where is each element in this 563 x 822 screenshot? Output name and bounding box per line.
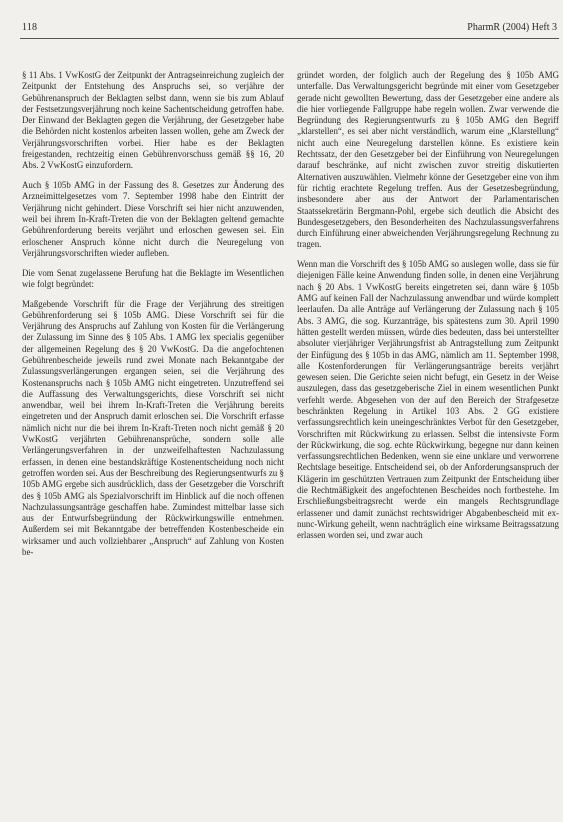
- running-header: PharmR (2004) Heft 3: [467, 22, 557, 33]
- paragraph: gründet worden, der folglich auch der Regelung des § 105b AMG unterfalle. Das Verwaltungsgericht begründe mit einer vom Gesetzgeber gerade nicht gewollten Bewertung, dass der Gesetzgeber eine andere als die hier vorliegende Fallgruppe habe regeln wollen. Zwar verwende die Begründung des Regierungsentwurfs zu § 105b AMG den Begriff „klarstellen“, es sei aber nicht verständlich, warum eine „Klarstellung“ nicht auch eine Neuregelung darstellen könne. Es existiere kein Rechtssatz, der den Gesetzgeber bei der Einführung von Neuregelungen darauf beschränke, auf nicht zwischen zuvor streitig diskutierten Alternativen auszuwählen. Vielmehr könne der Gesetzgeber eine von ihm für richtig erachtete Regelung treffen. Aus der Gesetzesbegründung, insbesondere aber aus der Antwort der Parlamentarischen Staatssekretärin Bergmann-Pohl, ergebe sich deutlich die Absicht des Bundesgesetzgebers, den Besonderheiten des Nachzulassungsverfahrens durch Einführung einer abweichenden Verjährungsregelung Rechnung zu tragen.: [297, 70, 559, 250]
- page-number: 118: [22, 22, 38, 33]
- right-column: [297, 70, 559, 550]
- paragraph: Maßgebende Vorschrift für die Frage der Verjährung des streitigen Gebührenforderung sei § 105b AMG. Diese Vorschrift sei für die Verjährung des Anspruchs auf Zahlung von Kosten für die Verlängerung der Zulassung im Sinne des § 105 Abs. 1 AMG lex specialis gegenüber der allgemeinen Regelung des § 20 VwKostG. Da die angefochtenen Gebührenbescheide jeweils rund zwei Monate nach Bekanntgabe der Zulassungsverlängerungen ergangen seien, sei die Verjährung des Kostenanspruchs nach § 105b AMG nicht eingetreten. Unzutreffend sei die Auffassung des Verwaltungsgerichts, diese Vorschrift sei nicht anwendbar, weil bei ihrem In-Kraft-Treten die Verjährung bereits eingetreten und der Anspruch damit erloschen sei. Die Vorschrift erfasse nämlich nicht nur die bei ihrem In-Kraft-Treten noch nicht gemäß § 20 VwKostG verjährten Gebührenansprüche, sondern solle alle Verlängerungsverfahren in der unzweifelhaftesten Nachzulassung erfassen, in denen eine bestandskräftige Kostenentscheidung noch nicht getroffen worden sei. Aus der Beschreibung des Regierungsentwurfs zu § 105b AMG ergebe sich ausdrücklich, dass der Gesetzgeber die Vorschrift des § 105b AMG als Spezialvorschrift im Hinblick auf die noch offenen Nachzulassungsanträge geschaffen habe. Zumindest mittelbar lasse sich aus der Entwurfsbegründung der Rückwirkungswille entnehmen. Außerdem sei mit Bekanntgabe der betreffenden Kostenbescheide ein wirksamer und auch vollziehbarer „Anspruch“ auf Zahlung von Kosten be-: [22, 298, 284, 558]
- paragraph: Wenn man die Vorschrift des § 105b AMG so auslegen wolle, dass sie für diejenigen Fälle keine Anwendung finden solle, in denen eine Verjährung nach § 20 Abs. 1 VwKostG bereits eingetreten sei, dann wäre § 105b AMG auf keinen Fall der Nachzulassung anwendbar und würde komplett leerlaufen. Da alle Anträge auf Verlängerung der Zulassung nach § 105 Abs. 3 AMG, die sog. Kurzanträge, bis spätestens zum 30. April 1990 hätten gestellt werden müssen, würde dies bedeuten, dass bei unterstellter absoluter vierjähriger Verjährungsfrist ab Antragstellung zum Zeitpunkt der Einfügung des § 105b in das AMG, nämlich am 11. September 1998, alle Kostenforderungen für Verlängerungsanträge bereits verjährt gewesen seien. Die Gerichte seien nicht befugt, ein Gesetz in der Weise auszulegen, dass das gesetzgeberische Ziel in einem wesentlichen Punkt verfehlt werde. Abgesehen von der auf den Bereich der Strafgesetze beschränkten Regelung in Artikel 103 Abs. 2 GG existiere verfassungsrechtlich kein uneingeschränktes Verbot für den Gesetzgeber, Vorschriften mit Rückwirkung zu erlassen. Selbst die intensivste Form der Rückwirkung, die sog. echte Rückwirkung, begegne nur dann keinen verfassungsrechtlichen Bedenken, wenn sie eine unklare und verworrene Rechtslage beseitige. Entscheidend sei, ob der Anforderungsanspruch der Klägerin im geschützten Vertrauen zum Zeitpunkt der Entscheidung über die Rechtmäßigkeit des angefochtenen Bescheides noch fortbestehe. Im Erschließungsbeitragsrecht werde ein mangels Rechtsgrundlage erlassener und damit zunächst rechtswidriger Abgabenbescheid mit ex-nunc-Wirkung geheilt, wenn nachträglich eine wirksame Beitragssatzung erlassen worden sei, und zwar auch: [297, 259, 559, 541]
- paragraph: Auch § 105b AMG in der Fassung des 8. Gesetzes zur Änderung des Arzneimittelgesetzes vom 7. September 1998 habe den Eintritt der Verjährung nicht gehindert. Diese Vorschrift sei hier nicht anzuwenden, weil bei ihrem In-Kraft-Treten die von der Beklagten geltend gemachte Gebührenforderung bereits verjährt und erloschen gewesen sei. Ein erloschener Anspruch könne nicht durch die Neuregelung von Verjährungsvorschriften wieder aufleben.: [22, 180, 284, 258]
- paragraph: § 11 Abs. 1 VwKostG der Zeitpunkt der Antragseinreichung zugleich der Zeitpunkt der Entstehung des Anspruchs sei, so verjähre der Gebührenanspruch der Beklagten selbst dann, wenn sie bis zum Ablauf der Festsetzungsverjährung noch keine Sachentscheidung getroffen habe. Der Einwand der Beklagten gegen die Verjährung, der Gesetzgeber habe die Behörden nicht kostenlos arbeiten lassen wollen, gehe am Zweck der Verjährungsvorschriften vorbei. Hier habe es der Beklagten freigestanden, rechtzeitig einen Gebührenvorschuss gemäß §§ 16, 20 Abs. 2 VwKostG einzufordern.: [22, 70, 284, 171]
- left-column: [22, 70, 284, 567]
- paragraph: Die vom Senat zugelassene Berufung hat die Beklagte im Wesentlichen wie folgt begründet:: [22, 267, 284, 289]
- header-rule: [20, 38, 559, 39]
